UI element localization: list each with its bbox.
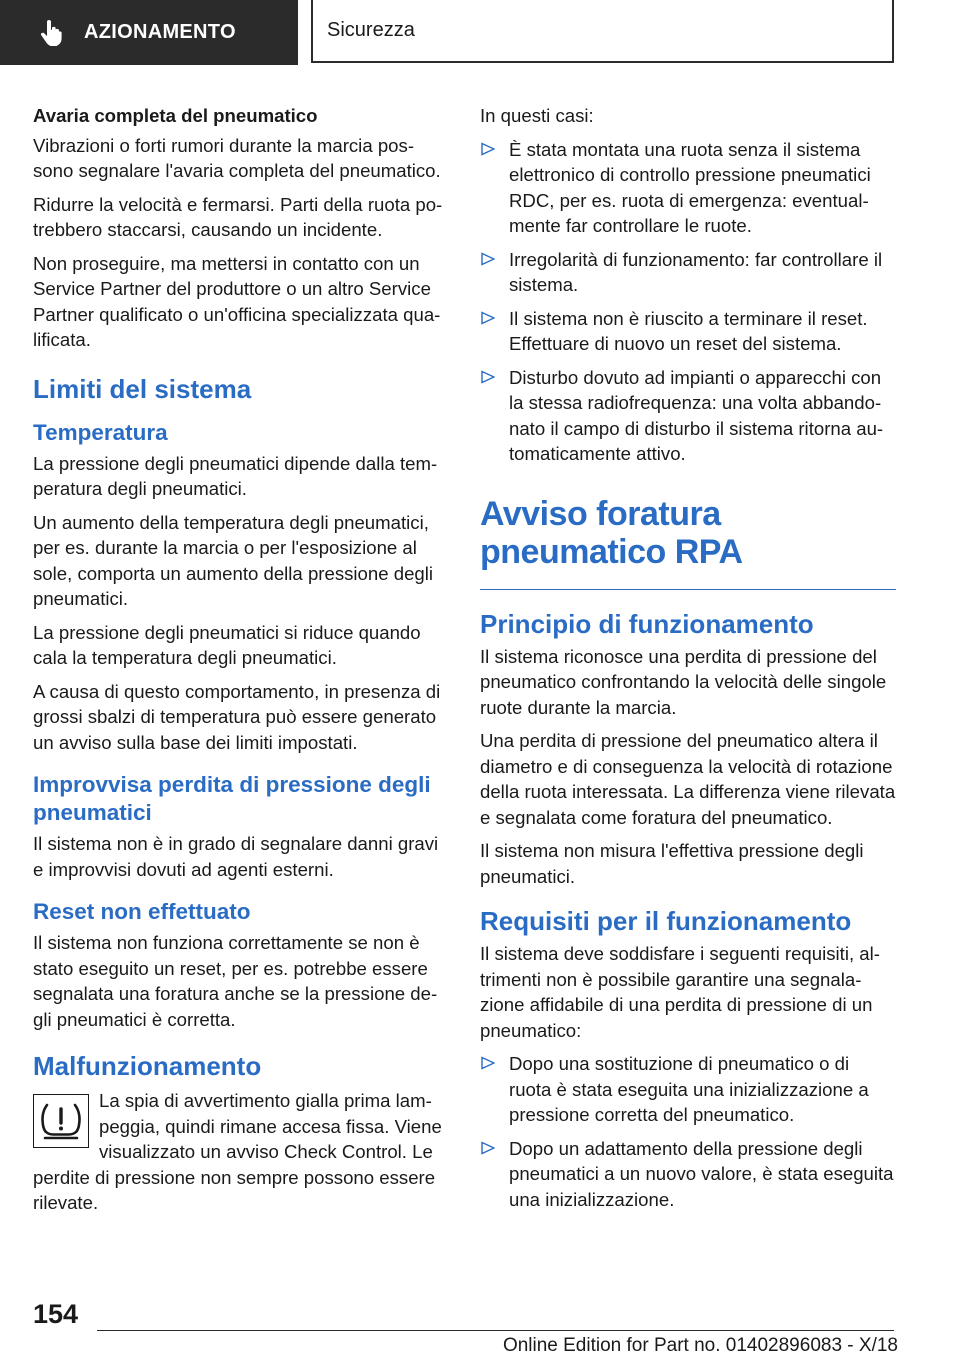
list-item-text: Dopo una sostituzione di pneumatico o di ruota è stata eseguita una inizializzazione a pressione corretta del pneumatico. (509, 1053, 869, 1125)
hand-pointer-icon (40, 19, 62, 47)
section-title: AZIONAMENTO (84, 21, 236, 43)
malfunction-heading: Malfunzionamento (33, 1051, 262, 1081)
paragraph: Il sistema non misura l'effettiva pressione degli pneumatici. (480, 840, 864, 887)
list-item-text: Il sistema non è riuscito a terminare il reset. Effettuare di nuovo un reset del sistema. (509, 307, 868, 354)
list-item (480, 1136, 896, 1213)
chapter-title: Sicurezza (327, 19, 415, 41)
list-item-text: Disturbo dovuto ad impianti o apparecchi con la stessa radiofrequenza: una volta abbandonato il campo di disturbo il sistema ritorna automaticamente attivo. (509, 366, 884, 464)
tire-failure-title: Avaria completa del pneumatico (33, 105, 318, 126)
footer-rule (97, 1330, 894, 1331)
paragraph: Una perdita di pressione del pneumatico altera il diametro e di conseguenza la velocità di rotazione della ruota interessata. La differenza viene rilevata e segnalata come foratura del pneumatico. (480, 730, 896, 828)
cases-list (480, 137, 896, 467)
rpa-heading: Avviso foratura pneumatico RPA (480, 494, 743, 571)
list-item-text: È stata montata una ruota senza il sistema elettronico di controllo pressione pneumatici RDC, per es. ruota di emergenza: eventualmente far controllare le ruote. (509, 138, 871, 236)
paragraph: La pressione degli pneumatici si riduce quando cala la temperatura degli pneumatici. (33, 621, 421, 668)
paragraph: Ridurre la velocità e fermarsi. Parti della ruota potrebbero staccarsi, causando un incidente. (33, 193, 443, 240)
triangle-bullet-icon (481, 1141, 495, 1155)
list-item (480, 306, 896, 357)
paragraph: La pressione degli pneumatici dipende dalla temperatura degli pneumatici. (33, 452, 438, 499)
list-item (480, 137, 896, 239)
chapter-tab (311, 0, 894, 63)
paragraph: Il sistema deve soddisfare i seguenti requisiti, altrimenti non è possibile garantire una segnalazione affidabile di una perdita di pressione di un pneumatico: (480, 943, 880, 1041)
list-item (480, 247, 896, 298)
page-number: 154 (33, 1299, 79, 1329)
cases-intro: In questi casi: (480, 105, 594, 126)
limits-heading: Limiti del sistema (33, 373, 252, 404)
tire-pressure-warning-icon (33, 1094, 89, 1148)
list-item (480, 1051, 896, 1128)
requirements-list (480, 1051, 896, 1212)
paragraph: Vibrazioni o forti rumori durante la marcia possono segnalare l'avaria completa del pneumatico. (33, 134, 441, 181)
list-item (480, 365, 896, 467)
triangle-bullet-icon (481, 311, 495, 325)
paragraph: Il sistema non è in grado di segnalare danni gravi e improvvisi dovuti ad agenti esterni. (33, 833, 439, 880)
paragraph: La spia di avvertimento gialla prima lampeggia, quindi rimane accesa fissa. Viene visualizzato un avviso Check Control. Le perdite di pressione non sempre possono essere rilevate. (33, 1090, 442, 1213)
triangle-bullet-icon (481, 370, 495, 384)
paragraph: Non proseguire, ma mettersi in contatto con un Service Partner del produttore o un altro Service Partner qualificato o un'officina specializzata qualificata. (33, 252, 441, 350)
paragraph: A causa di questo comportamento, in presenza di grossi sbalzi di temperatura può essere generato un avviso sulla base dei limiti impostati. (33, 680, 441, 753)
reset-heading: Reset non effettuato (33, 899, 251, 924)
principle-heading: Principio di funzionamento (480, 608, 814, 639)
sudden-loss-heading: Improvvisa perdita di pressione degli pneumatici (33, 772, 431, 825)
temperature-heading: Temperatura (33, 419, 168, 445)
triangle-bullet-icon (481, 1056, 495, 1070)
malfunction-block (33, 1088, 447, 1216)
right-column (480, 103, 896, 1220)
list-item-text: Irregolarità di funzionamento: far controllare il sistema. (509, 248, 883, 295)
paragraph: Il sistema non funziona correttamente se non è stato eseguito un reset, per es. potrebbe essere segnalata una foratura anche se la pressione degli pneumatici è corretta. (33, 932, 438, 1030)
heading-rule (480, 589, 896, 590)
edition-footer: Online Edition for Part no. 01402896083 - X/18 (502, 1335, 898, 1356)
section-tab (0, 0, 298, 65)
paragraph: Un aumento della temperatura degli pneumatici, per es. durante la marcia o per l'esposizione al sole, comporta un aumento della pressione degli pneumatici. (33, 511, 434, 609)
paragraph: Il sistema riconosce una perdita di pressione del pneumatico confrontando la velocità delle singole ruote durante la marcia. (480, 645, 887, 718)
requirements-heading: Requisiti per il funzionamento (480, 906, 852, 936)
triangle-bullet-icon (481, 252, 495, 266)
triangle-bullet-icon (481, 142, 495, 156)
list-item-text: Dopo un adattamento della pressione degli pneumatici a un nuovo valore, è stata eseguita una inizializzazione. (509, 1137, 894, 1210)
left-column (33, 103, 447, 1216)
